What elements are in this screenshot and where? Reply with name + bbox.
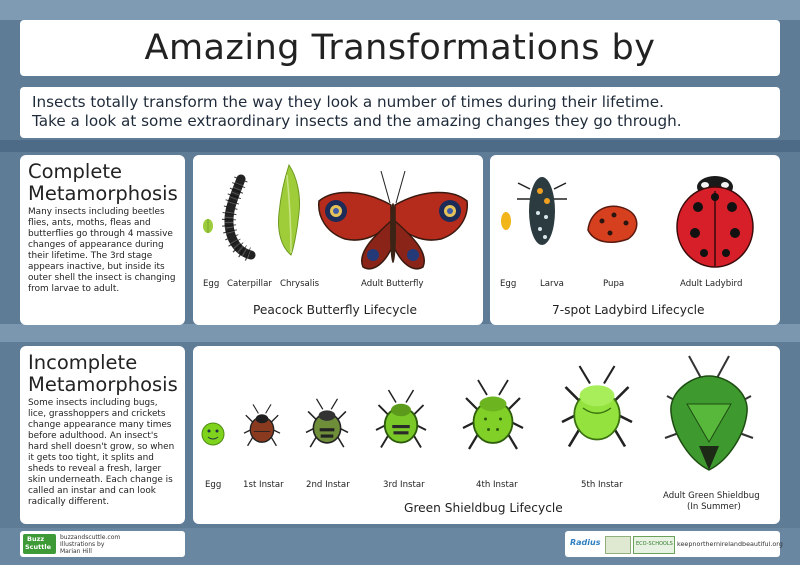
ladybird-egg-icon — [501, 212, 511, 230]
shieldbug-stage-adult: Adult Green Shieldbug — [663, 491, 760, 501]
second-instar-icon — [306, 399, 348, 447]
incomplete-heading-1: Incomplete — [28, 351, 138, 374]
butterfly-egg-icon — [203, 219, 213, 233]
shieldbug-stage-4th-instar: 4th Instar — [476, 480, 518, 490]
ladybird-stage-adult: Adult Ladybird — [680, 279, 743, 289]
complete-metamorphosis-card — [20, 155, 185, 325]
ladybird-stage-pupa: Pupa — [603, 279, 625, 289]
shieldbug-egg-icon — [202, 423, 224, 445]
buzz-and-scuttle-link[interactable]: buzzandscuttle.com — [60, 534, 121, 541]
butterfly-lifecycle-title: Peacock Butterfly Lifecycle — [253, 303, 418, 317]
adult-shieldbug-icon — [665, 356, 753, 470]
ladybird-stage-larva: Larva — [540, 279, 564, 289]
butterfly-lifecycle-panel — [193, 155, 483, 325]
butterfly-stage-chrysalis: Chrysalis — [280, 279, 320, 289]
page-title: Amazing Transformations by — [144, 28, 656, 68]
credits-right — [565, 531, 783, 557]
shieldbug-lifecycle-panel — [193, 346, 780, 524]
caterpillar-icon — [229, 179, 251, 255]
complete-heading-1: Complete — [28, 160, 122, 183]
fourth-instar-icon — [463, 380, 523, 449]
complete-description: Many insects including beetles flies, ants, moths, fleas and butterflies go through 4 massive changes of appearance during their lifetime. The 3rd stage appears inactive, but inside its outer shell the insect is changing from larvae to adult. — [28, 207, 176, 294]
shieldbug-stage-3rd-instar: 3rd Instar — [383, 480, 425, 490]
ladybird-stage-egg: Egg — [500, 279, 517, 289]
shieldbug-stage-egg: Egg — [205, 480, 222, 490]
ladybird-larva-icon — [517, 177, 567, 245]
radius-logo: Radius — [570, 538, 601, 547]
illustrator-name: Marian Hill — [60, 548, 92, 555]
logo-buzz-text: Buzz — [27, 535, 45, 543]
eco-schools-logo — [633, 536, 675, 554]
bg-stripe — [0, 0, 800, 20]
sponsor-badge-icon — [605, 536, 631, 554]
title-card — [20, 20, 780, 76]
shieldbug-stage-adult-note: (In Summer) — [687, 502, 741, 512]
shieldbug-stage-5th-instar: 5th Instar — [581, 480, 623, 490]
third-instar-icon — [376, 390, 426, 448]
chrysalis-icon — [279, 165, 300, 255]
illustrations-credit-label: Illustrations by — [60, 541, 105, 548]
incomplete-heading-2: Metamorphosis — [28, 373, 178, 396]
logo-scuttle-text: Scuttle — [25, 543, 52, 551]
ladybird-adult-icon — [677, 176, 753, 267]
intro-card — [20, 87, 780, 138]
ladybird-pupa-icon — [588, 206, 637, 242]
incomplete-description: Some insects including bugs, lice, grasshoppers and crickets change appearance many times before adulthood. An insect's hard shell doesn't grow, so when it gets too tight, it splits and sheds to reveal a fresh, larger skin underneath. Each change is called an instar and can look radically different. — [28, 398, 175, 507]
ladybird-lifecycle-title: 7-spot Ladybird Lifecycle — [552, 303, 705, 317]
bg-stripe — [0, 140, 800, 152]
first-instar-icon — [244, 404, 280, 445]
credits-left — [20, 531, 185, 557]
knib-website-link[interactable]: keepnorthernirelandbeautiful.org — [677, 540, 783, 548]
fifth-instar-icon — [562, 366, 632, 447]
butterfly-illustrations — [193, 155, 483, 325]
butterfly-stage-caterpillar: Caterpillar — [227, 279, 272, 289]
ladybird-lifecycle-panel — [490, 155, 780, 325]
intro-line-1: Insects totally transform the way they look a number of times during their lifetime. — [32, 93, 664, 111]
ladybird-illustrations — [490, 155, 780, 325]
incomplete-metamorphosis-card — [20, 346, 185, 524]
shieldbug-stage-1st-instar: 1st Instar — [243, 480, 284, 490]
buzz-and-scuttle-logo — [23, 534, 56, 554]
butterfly-stage-adult: Adult Butterfly — [361, 279, 424, 289]
eco-schools-text: ECO-SCHOOLS — [636, 541, 673, 547]
butterfly-stage-egg: Egg — [203, 279, 220, 289]
peacock-butterfly-icon — [319, 171, 468, 269]
bg-stripe — [0, 324, 800, 342]
complete-heading-2: Metamorphosis — [28, 182, 178, 205]
shieldbug-lifecycle-title: Green Shieldbug Lifecycle — [404, 501, 563, 515]
shieldbug-stage-2nd-instar: 2nd Instar — [306, 480, 350, 490]
intro-line-2: Take a look at some extraordinary insects and the amazing changes they go through. — [32, 112, 682, 130]
